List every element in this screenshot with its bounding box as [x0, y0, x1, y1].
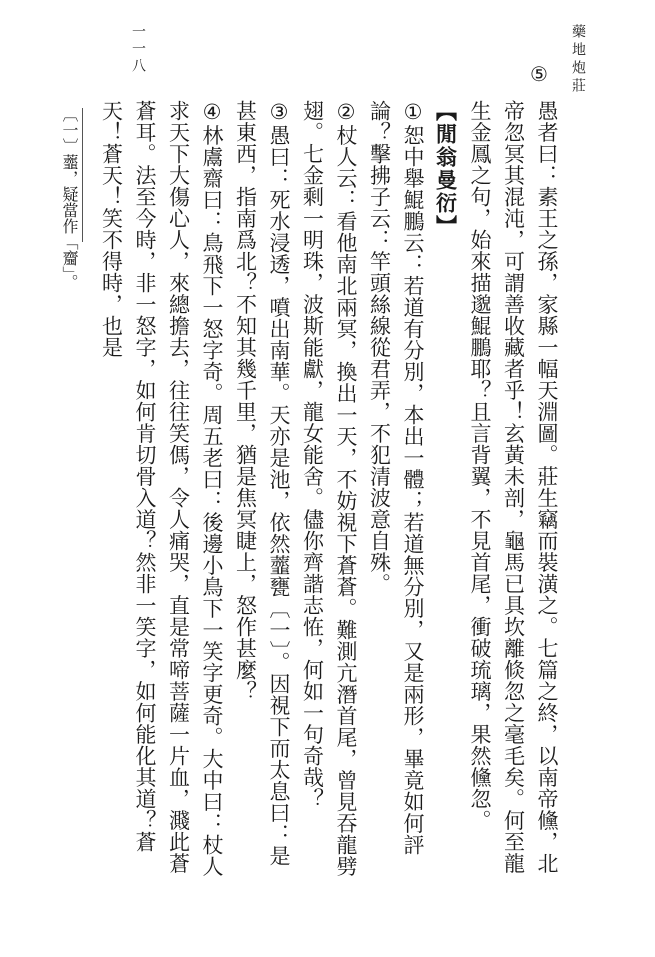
list-item — [228, 100, 295, 880]
item-text: 杖人云：看他南北兩冥，換出一天，不妨視下蒼蒼。難測亢潛首尾，曾見吞龍劈翅。七金剩一明珠，波斯能獻，龍女能舍。儘你齊諧志恠，何如一句奇哉？ — [300, 100, 358, 877]
footnote: 〔一〕虀，疑當作「齏」。 — [60, 106, 79, 290]
item-text: 林鬳齋曰：鳥飛下一怒字奇。周五老曰：後邊小鳥下一笑字更奇。大中曰：杖人求天下大傷心人，來總擔去，往往笑傌，令人痛哭，直是常啼菩薩一片血，濺此蒼蒼耳。法至今時，非一怒字，如何肯切骨入道？然非一笑字，如何能化其道？蒼天！蒼天！笑不得時，也是 — [99, 100, 224, 877]
main-text — [94, 100, 563, 880]
list-item — [94, 100, 228, 880]
footnote-divider — [82, 108, 83, 242]
item-marker: ① — [401, 100, 425, 125]
item-marker: ② — [334, 100, 358, 125]
list-item — [362, 100, 429, 880]
list-item — [295, 100, 362, 880]
section-heading: 【閒翁曼衍】 — [433, 100, 459, 238]
item-marker: ④ — [200, 100, 224, 125]
item-text: 恕中舉鯤鵬云：若道有分別，本出一體；若道無分別，又是兩形，畢竟如何評論？擊拂子云：竿頭絲線從君弄，不犯清波意自殊。 — [367, 100, 425, 856]
book-title: 藥地炮莊 — [570, 24, 586, 96]
item-marker: ③ — [267, 100, 291, 125]
item-text: 愚曰：死水浸透，噴出南華。天亦是池，依然虀甕〔一〕。因視下而太息曰：是甚東西，指南爲北？不知其幾千里，猶是焦冥睫上，怒作甚麼？ — [233, 100, 291, 867]
commentary-paragraph: 愚者曰：素王之孫，家縣一幅天淵圖。莊生竊而裝潢之。七篇之終，以南帝儵，北帝忽冥其混沌，可謂善收藏者乎！玄黃未剖，龜馬已具坎離倐忽之毫毛矣。何至龍生金鳳之句，始來描邈鯤鵬耶？且言背翼，不見首尾，衝破琉璃，果然儵忽。 — [468, 100, 559, 874]
footnote-marker: ⑤ — [530, 62, 548, 86]
page-number: 一一八 — [130, 24, 146, 75]
